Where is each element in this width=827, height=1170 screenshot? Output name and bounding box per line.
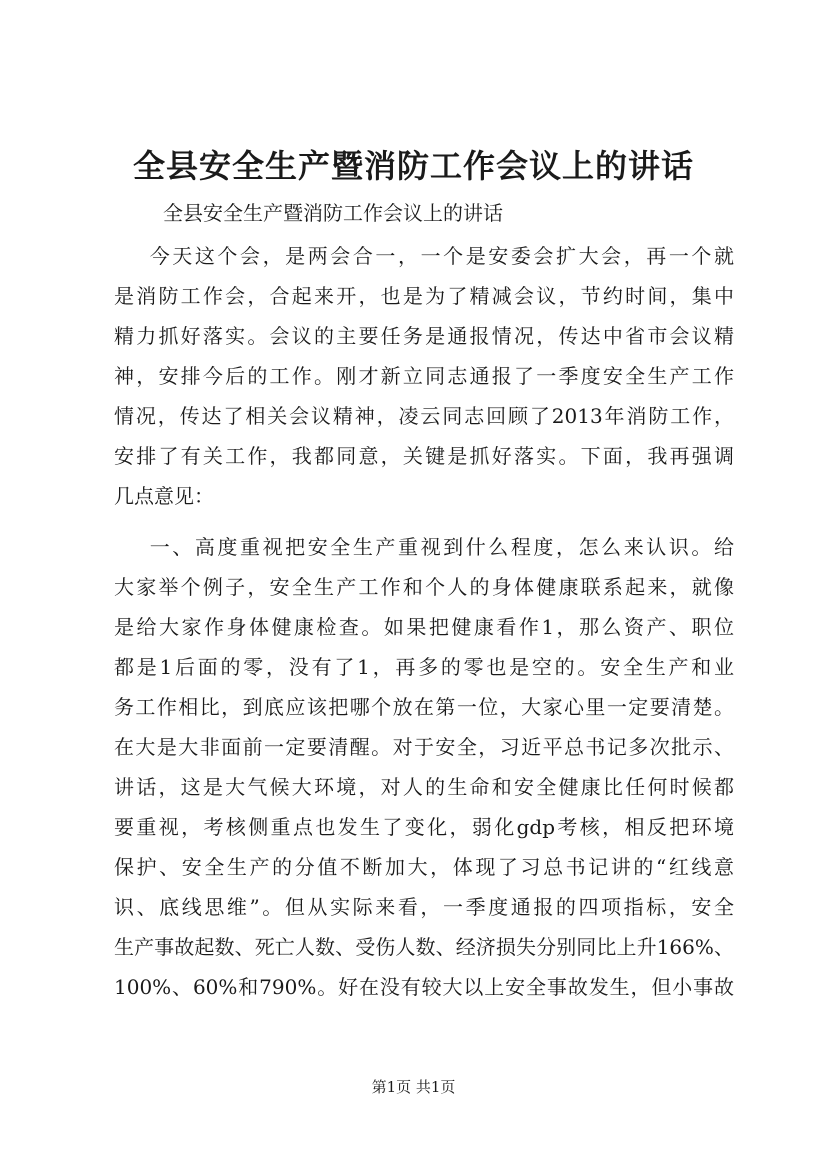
document-title: 全县安全生产暨消防工作会议上的讲话 — [132, 147, 694, 185]
body-line: 要重视，考核侧重点也发生了变化，弱化gdp考核，相反把环境 — [114, 815, 734, 839]
body-line: 100%、60%和790%。好在没有较大以上安全事故发生，但小事故 — [114, 975, 734, 999]
body-line: 情况，传达了相关会议精神，凌云同志回顾了2013年消防工作， — [114, 404, 734, 428]
body-line: 保护、安全生产的分值不断加大，体现了习总书记讲的“红线意 — [114, 855, 734, 879]
body-line: 是消防工作会，合起来开，也是为了精减会议，节约时间，集中 — [114, 284, 734, 308]
body-line: 务工作相比，到底应该把哪个放在第一位，大家心里一定要清楚。 — [114, 695, 734, 719]
page-number: 第1页 共1页 — [371, 1078, 456, 1096]
body-line: 精力抓好落实。会议的主要任务是通报情况，传达中省市会议精 — [114, 324, 734, 348]
body-line: 生产事故起数、死亡人数、受伤人数、经济损失分别同比上升166%、 — [114, 935, 734, 959]
body-line: 都是1后面的零，没有了1，再多的零也是空的。安全生产和业 — [114, 655, 734, 679]
body-line: 几点意见： — [114, 484, 214, 508]
body-line: 识、底线思维”。但从实际来看，一季度通报的四项指标，安全 — [114, 895, 734, 919]
body-line: 神，安排今后的工作。刚才新立同志通报了一季度安全生产工作 — [114, 364, 734, 388]
document-subtitle: 全县安全生产暨消防工作会议上的讲话 — [163, 201, 503, 225]
body-line: 讲话，这是大气候大环境，对人的生命和安全健康比任何时候都 — [114, 775, 734, 799]
body-line: 安排了有关工作，我都同意，关键是抓好落实。下面，我再强调 — [114, 444, 734, 468]
body-line: 是给大家作身体健康检查。如果把健康看作1，那么资产、职位 — [114, 615, 734, 639]
body-line: 今天这个会，是两会合一，一个是安委会扩大会，再一个就 — [114, 244, 734, 268]
body-line: 在大是大非面前一定要清醒。对于安全，习近平总书记多次批示、 — [114, 735, 734, 759]
body-line: 一、高度重视把安全生产重视到什么程度，怎么来认识。给 — [114, 535, 734, 559]
body-line: 大家举个例子，安全生产工作和个人的身体健康联系起来，就像 — [114, 575, 734, 599]
